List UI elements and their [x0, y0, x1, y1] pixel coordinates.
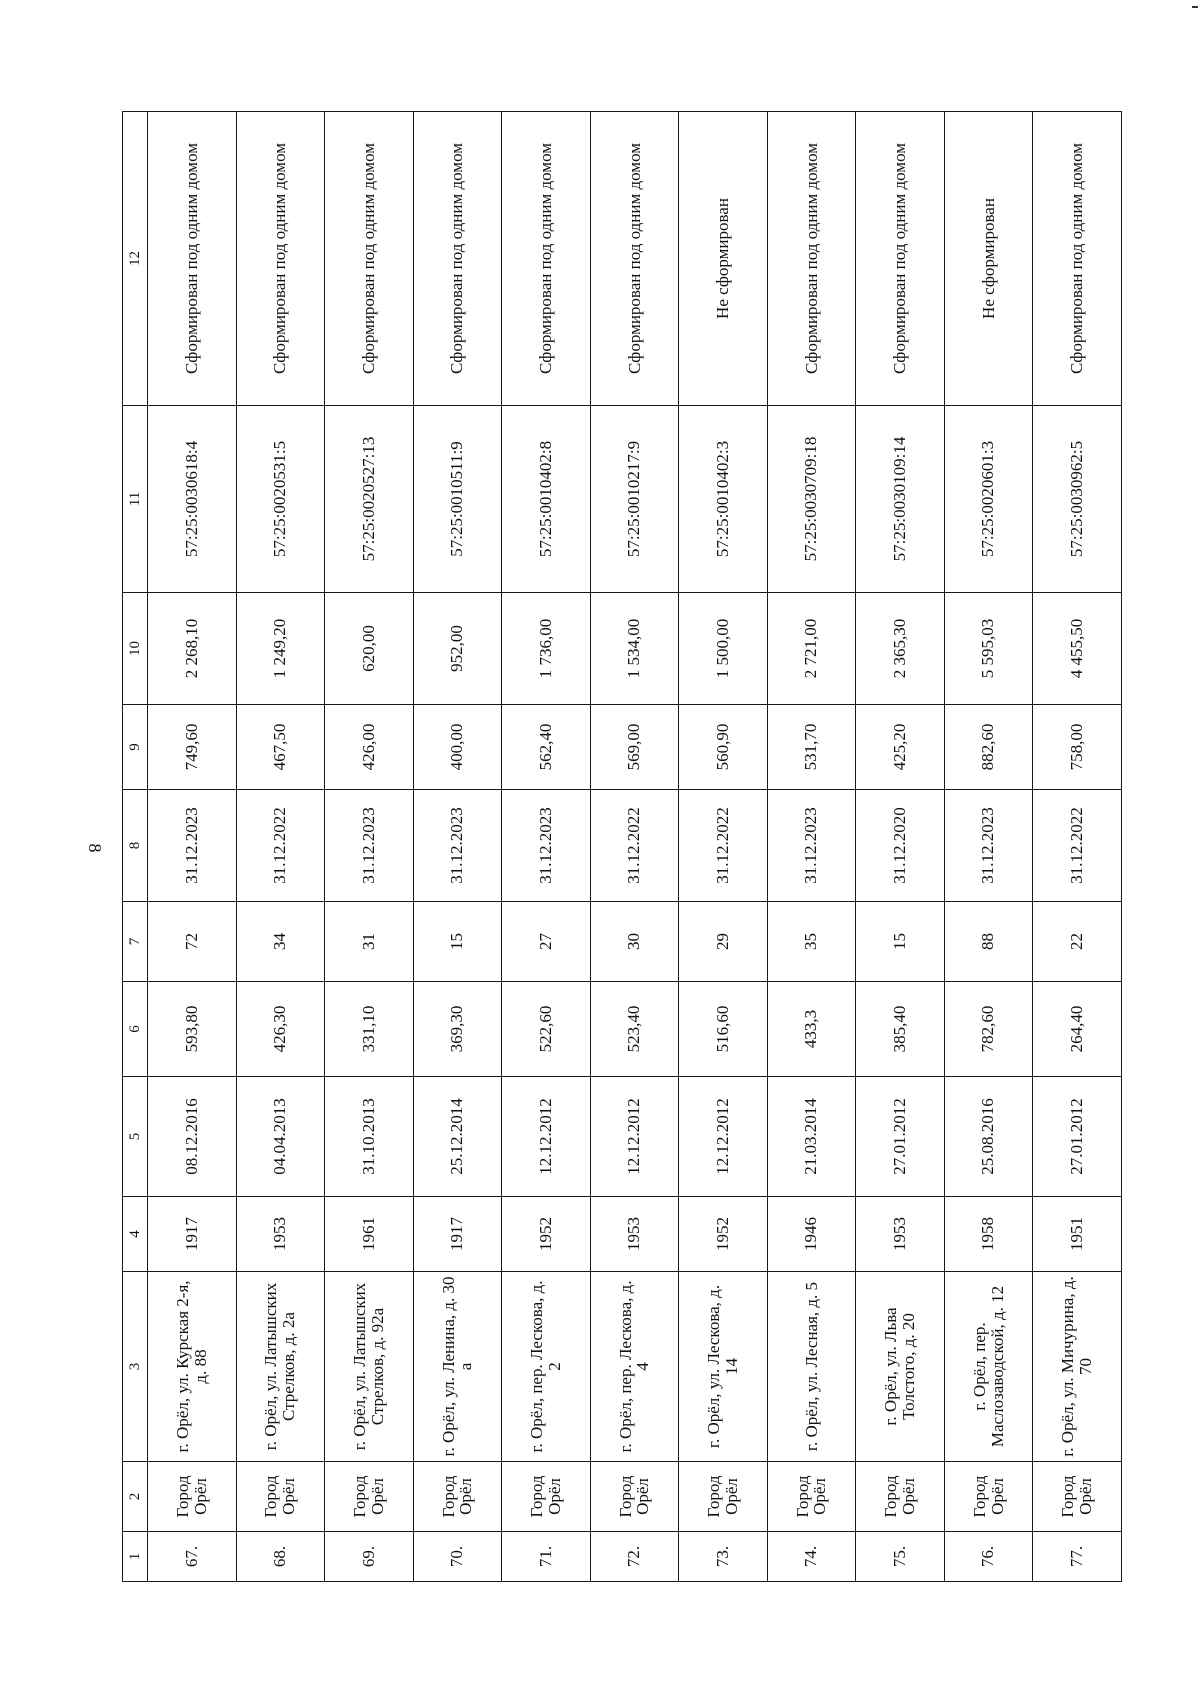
date-cell: 08.12.2016: [148, 1077, 237, 1197]
area-cell: 385,40: [856, 982, 945, 1077]
locality-cell: Город Орёл: [767, 1462, 856, 1532]
land-status-cell: Сформирован под одним домом: [325, 112, 414, 406]
locality-cell: Город Орёл: [1033, 1462, 1122, 1532]
row-number-cell: 70.: [413, 1532, 502, 1582]
address-cell: г. Орёл, ул. Лесная, д. 5: [767, 1272, 856, 1462]
area-cell: 593,80: [148, 982, 237, 1077]
land-status-cell: Сформирован под одним домом: [590, 112, 679, 406]
land-status-cell: Не сформирован: [944, 112, 1033, 406]
cadastral-number-cell: 57:25:0020527:13: [325, 406, 414, 593]
year-built-cell: 1953: [590, 1197, 679, 1272]
residents-cell: 34: [236, 902, 325, 982]
address-cell: г. Орёл, пер. Лескова, д. 2: [502, 1272, 591, 1462]
land-status-cell: Сформирован под одним домом: [413, 112, 502, 406]
cadastral-number-cell: 57:25:0020601:3: [944, 406, 1033, 593]
land-status-cell: Сформирован под одним домом: [148, 112, 237, 406]
area-cell: 782,60: [944, 982, 1033, 1077]
date-cell: 12.12.2012: [679, 1077, 768, 1197]
column-number-2: 2: [123, 1462, 148, 1532]
table-row: [767, 112, 856, 1582]
area-cell: 264,40: [1033, 982, 1122, 1077]
residents-cell: 72: [148, 902, 237, 982]
area-cell: 522,60: [502, 982, 591, 1077]
cadastral-number-cell: 57:25:0030109:14: [856, 406, 945, 593]
column-number-1: 1: [123, 1532, 148, 1582]
residents-cell: 31: [325, 902, 414, 982]
year-built-cell: 1951: [1033, 1197, 1122, 1272]
table-row: [148, 112, 237, 1582]
locality-cell: Город Орёл: [236, 1462, 325, 1532]
date-cell: 12.12.2012: [590, 1077, 679, 1197]
year-built-cell: 1952: [502, 1197, 591, 1272]
deadline-date-cell: 31.12.2023: [502, 790, 591, 902]
area-cell: 433,3: [767, 982, 856, 1077]
land-area-cell: 1 736,00: [502, 593, 591, 705]
row-number-cell: 74.: [767, 1532, 856, 1582]
area-cell: 331,10: [325, 982, 414, 1077]
cadastral-number-cell: 57:25:0010402:8: [502, 406, 591, 593]
address-cell: г. Орёл, ул. Латышских Стрелков, д. 2а: [236, 1272, 325, 1462]
total-area-cell: 882,60: [944, 705, 1033, 790]
year-built-cell: 1953: [236, 1197, 325, 1272]
locality-cell: Город Орёл: [325, 1462, 414, 1532]
table-row: [1033, 112, 1122, 1582]
date-cell: 27.01.2012: [1033, 1077, 1122, 1197]
land-area-cell: 4 455,50: [1033, 593, 1122, 705]
land-area-cell: 620,00: [325, 593, 414, 705]
column-number-row: [123, 112, 148, 1582]
residents-cell: 88: [944, 902, 1033, 982]
table-row: [679, 112, 768, 1582]
total-area-cell: 426,00: [325, 705, 414, 790]
total-area-cell: 569,00: [590, 705, 679, 790]
locality-cell: Город Орёл: [944, 1462, 1033, 1532]
year-built-cell: 1953: [856, 1197, 945, 1272]
total-area-cell: 425,20: [856, 705, 945, 790]
table-row: [236, 112, 325, 1582]
address-cell: г. Орёл, ул. Ленина, д. 30 а: [413, 1272, 502, 1462]
total-area-cell: 749,60: [148, 705, 237, 790]
land-area-cell: 1 249,20: [236, 593, 325, 705]
deadline-date-cell: 31.12.2022: [679, 790, 768, 902]
row-number-cell: 75.: [856, 1532, 945, 1582]
land-area-cell: 1 500,00: [679, 593, 768, 705]
column-number-3: 3: [123, 1272, 148, 1462]
residents-cell: 30: [590, 902, 679, 982]
column-number-6: 6: [123, 982, 148, 1077]
year-built-cell: 1946: [767, 1197, 856, 1272]
locality-cell: Город Орёл: [856, 1462, 945, 1532]
residents-cell: 22: [1033, 902, 1122, 982]
deadline-date-cell: 31.12.2022: [590, 790, 679, 902]
total-area-cell: 560,90: [679, 705, 768, 790]
cadastral-number-cell: 57:25:0010217:9: [590, 406, 679, 593]
date-cell: 04.04.2013: [236, 1077, 325, 1197]
column-number-7: 7: [123, 902, 148, 982]
housing-register-table: [122, 111, 1122, 1582]
year-built-cell: 1917: [413, 1197, 502, 1272]
column-number-12: 12: [123, 112, 148, 406]
locality-cell: Город Орёл: [590, 1462, 679, 1532]
deadline-date-cell: 31.12.2023: [413, 790, 502, 902]
row-number-cell: 67.: [148, 1532, 237, 1582]
column-number-5: 5: [123, 1077, 148, 1197]
address-cell: г. Орёл, ул. Мичурина, д. 70: [1033, 1272, 1122, 1462]
address-cell: г. Орёл, пер. Лескова, д. 4: [590, 1272, 679, 1462]
address-cell: г. Орёл, ул. Курская 2-я, д. 88: [148, 1272, 237, 1462]
table-row: [590, 112, 679, 1582]
address-cell: г. Орёл, пер. Маслозаводской, д. 12: [944, 1272, 1033, 1462]
total-area-cell: 562,40: [502, 705, 591, 790]
column-number-8: 8: [123, 790, 148, 902]
land-area-cell: 2 721,00: [767, 593, 856, 705]
deadline-date-cell: 31.12.2023: [325, 790, 414, 902]
land-status-cell: Сформирован под одним домом: [236, 112, 325, 406]
cadastral-number-cell: 57:25:0030962:5: [1033, 406, 1122, 593]
locality-cell: Город Орёл: [148, 1462, 237, 1532]
locality-cell: Город Орёл: [679, 1462, 768, 1532]
residents-cell: 29: [679, 902, 768, 982]
page-number: 8: [85, 843, 105, 853]
land-status-cell: Сформирован под одним домом: [502, 112, 591, 406]
land-area-cell: 2 268,10: [148, 593, 237, 705]
land-status-cell: Сформирован под одним домом: [767, 112, 856, 406]
deadline-date-cell: 31.12.2023: [767, 790, 856, 902]
total-area-cell: 531,70: [767, 705, 856, 790]
year-built-cell: 1952: [679, 1197, 768, 1272]
row-number-cell: 69.: [325, 1532, 414, 1582]
row-number-cell: 68.: [236, 1532, 325, 1582]
land-area-cell: 2 365,30: [856, 593, 945, 705]
address-cell: г. Орёл, ул. Латышских Стрелков, д. 92а: [325, 1272, 414, 1462]
cadastral-number-cell: 57:25:0010402:3: [679, 406, 768, 593]
deadline-date-cell: 31.12.2023: [944, 790, 1033, 902]
row-number-cell: 73.: [679, 1532, 768, 1582]
residents-cell: 15: [413, 902, 502, 982]
total-area-cell: 758,00: [1033, 705, 1122, 790]
date-cell: 27.01.2012: [856, 1077, 945, 1197]
residents-cell: 15: [856, 902, 945, 982]
deadline-date-cell: 31.12.2022: [236, 790, 325, 902]
row-number-cell: 76.: [944, 1532, 1033, 1582]
land-status-cell: Не сформирован: [679, 112, 768, 406]
column-number-10: 10: [123, 593, 148, 705]
column-number-4: 4: [123, 1197, 148, 1272]
area-cell: 516,60: [679, 982, 768, 1077]
locality-cell: Город Орёл: [413, 1462, 502, 1532]
total-area-cell: 467,50: [236, 705, 325, 790]
date-cell: 25.12.2014: [413, 1077, 502, 1197]
date-cell: 31.10.2013: [325, 1077, 414, 1197]
deadline-date-cell: 31.12.2023: [148, 790, 237, 902]
residents-cell: 35: [767, 902, 856, 982]
table-row: [856, 112, 945, 1582]
area-cell: 369,30: [413, 982, 502, 1077]
land-area-cell: 1 534,00: [590, 593, 679, 705]
year-built-cell: 1958: [944, 1197, 1033, 1272]
residents-cell: 27: [502, 902, 591, 982]
date-cell: 25.08.2016: [944, 1077, 1033, 1197]
table-body: [148, 112, 1122, 1582]
deadline-date-cell: 31.12.2022: [1033, 790, 1122, 902]
column-number-9: 9: [123, 705, 148, 790]
date-cell: 12.12.2012: [502, 1077, 591, 1197]
area-cell: 426,30: [236, 982, 325, 1077]
address-cell: г. Орёл, ул. Льва Толстого, д. 20: [856, 1272, 945, 1462]
cadastral-number-cell: 57:25:0030709:18: [767, 406, 856, 593]
deadline-date-cell: 31.12.2020: [856, 790, 945, 902]
table-row: [944, 112, 1033, 1582]
cadastral-number-cell: 57:25:0030618:4: [148, 406, 237, 593]
land-status-cell: Сформирован под одним домом: [856, 112, 945, 406]
table-row: [325, 112, 414, 1582]
total-area-cell: 400,00: [413, 705, 502, 790]
year-built-cell: 1917: [148, 1197, 237, 1272]
date-cell: 21.03.2014: [767, 1077, 856, 1197]
table-row: [413, 112, 502, 1582]
year-built-cell: 1961: [325, 1197, 414, 1272]
land-area-cell: 5 595,03: [944, 593, 1033, 705]
cadastral-number-cell: 57:25:0020531:5: [236, 406, 325, 593]
row-number-cell: 71.: [502, 1532, 591, 1582]
scan-edge-mark: [1192, 6, 1198, 8]
cadastral-number-cell: 57:25:0010511:9: [413, 406, 502, 593]
land-status-cell: Сформирован под одним домом: [1033, 112, 1122, 406]
column-number-11: 11: [123, 406, 148, 593]
table-row: [502, 112, 591, 1582]
land-area-cell: 952,00: [413, 593, 502, 705]
locality-cell: Город Орёл: [502, 1462, 591, 1532]
row-number-cell: 72.: [590, 1532, 679, 1582]
rotated-table-container: [122, 112, 1122, 1582]
address-cell: г. Орёл, ул. Лескова, д. 14: [679, 1272, 768, 1462]
row-number-cell: 77.: [1033, 1532, 1122, 1582]
area-cell: 523,40: [590, 982, 679, 1077]
